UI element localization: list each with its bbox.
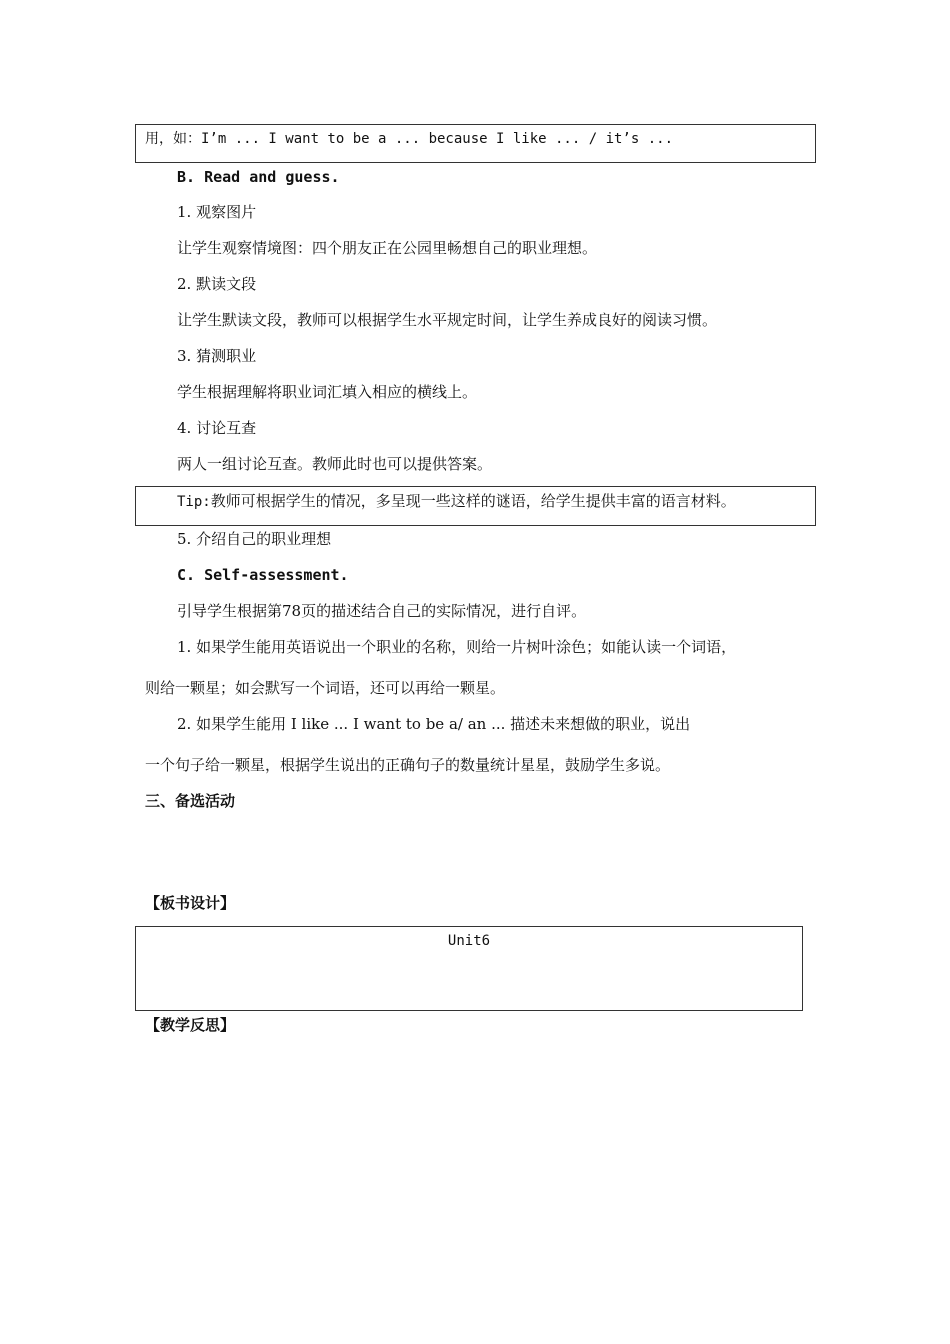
- assessment-item-1-line-1: 1. 如果学生能用英语说出一个职业的名称，则给一片树叶涂色；如能认读一个词语，: [177, 638, 737, 656]
- step-1-desc: 让学生观察情境图：四个朋友正在公园里畅想自己的职业理想。: [177, 239, 598, 257]
- step-3-label: 3. 猜测职业: [177, 347, 257, 365]
- step-1-label: 1. 观察图片: [177, 203, 257, 221]
- teaching-reflection-heading: 【教学反思】: [145, 1016, 236, 1034]
- board-design-heading: 【板书设计】: [145, 894, 236, 912]
- sentence-pattern-box: [135, 124, 816, 163]
- step-4-label: 4. 讨论互查: [177, 419, 257, 437]
- assessment-item-2-line-2: 一个句子给一颗星，根据学生说出的正确句子的数量统计星星，鼓励学生多说。: [145, 756, 671, 774]
- section-c-intro: 引导学生根据第78页的描述结合自己的实际情况，进行自评。: [177, 602, 587, 620]
- tip-text: 教师可根据学生的情况，多呈现一些这样的谜语，给学生提供丰富的语言材料。: [210, 492, 736, 510]
- step-5-label: 5. 介绍自己的职业理想: [177, 530, 332, 548]
- step-3-desc: 学生根据理解将职业词汇填入相应的横线上。: [177, 383, 478, 401]
- step-4-desc: 两人一组讨论互查。教师此时也可以提供答案。: [177, 455, 493, 473]
- assessment-item-1-line-2: 则给一颗星；如会默写一个词语，还可以再给一颗星。: [145, 679, 506, 697]
- step-2-label: 2. 默读文段: [177, 275, 257, 293]
- section-b-heading: B. Read and guess.: [177, 168, 340, 186]
- tip-line: [177, 491, 736, 512]
- section-c-heading: C. Self-assessment.: [177, 566, 349, 584]
- sentence-pattern-text: 用，如：I’m ... I want to be a ... because I like ... / it’s ...: [145, 131, 674, 147]
- section-3-heading: 三、备选活动: [145, 792, 236, 810]
- step-2-desc: 让学生默读文段，教师可以根据学生水平规定时间，让学生养成良好的阅读习惯。: [177, 311, 718, 329]
- assessment-item-2-line-1: 2. 如果学生能用 I like ... I want to be a/ an ... 描述未来想做的职业，说出: [177, 715, 691, 733]
- tip-box: [135, 486, 816, 526]
- tip-label: Tip:: [177, 494, 211, 510]
- board-design-title: Unit6: [447, 933, 491, 949]
- board-design-box: [135, 926, 803, 1011]
